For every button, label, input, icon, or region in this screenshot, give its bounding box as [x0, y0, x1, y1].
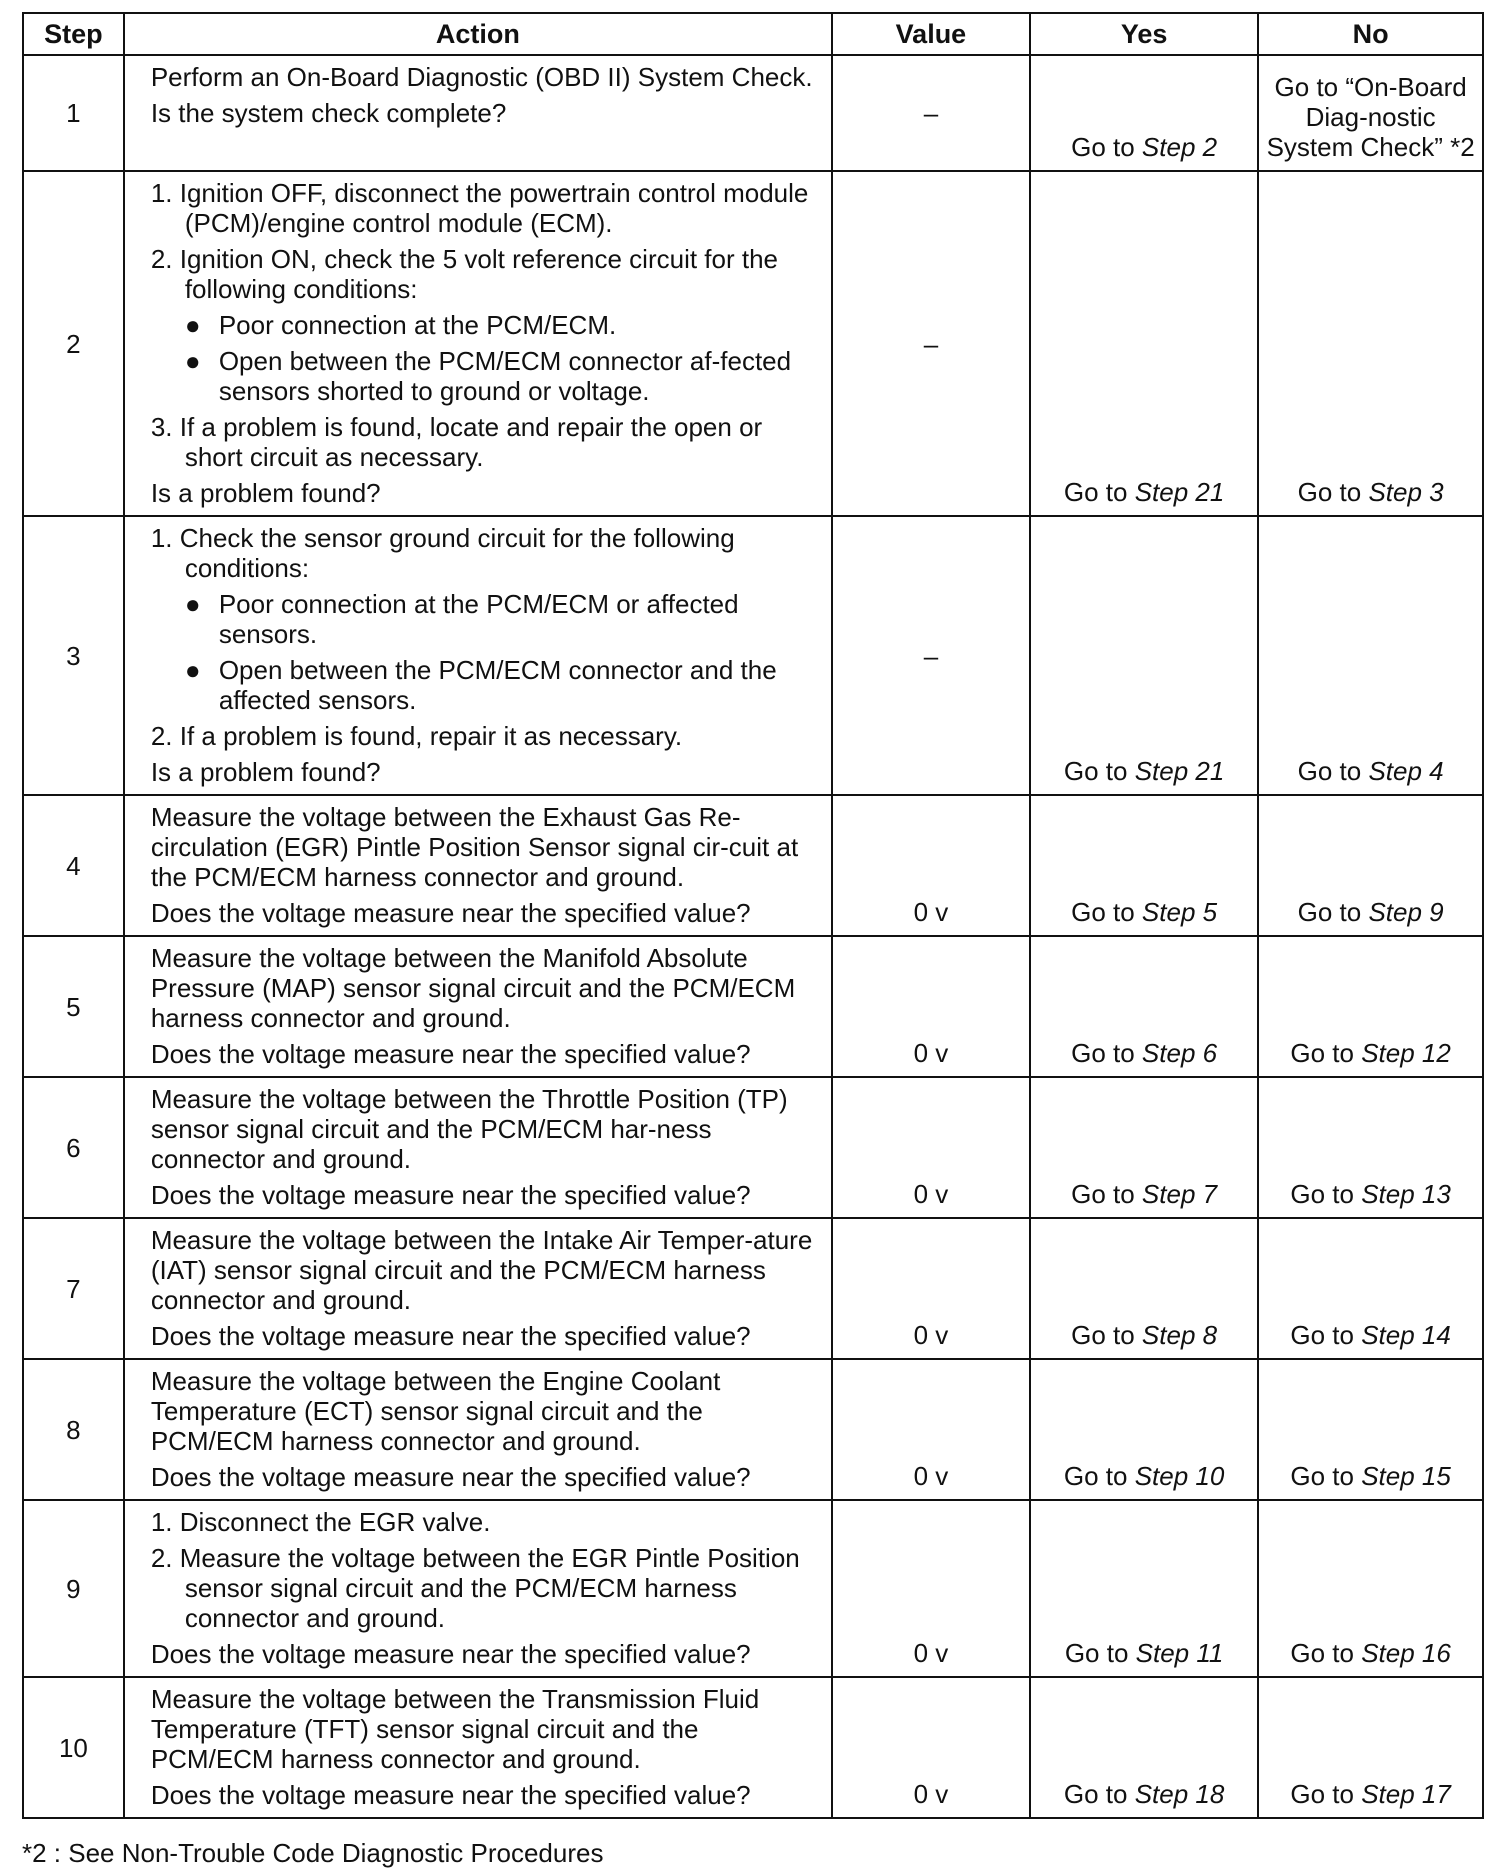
no-goto-step-link: Step 15 [1361, 1461, 1451, 1491]
yes-cell [1030, 1077, 1258, 1218]
no-cell [1258, 516, 1483, 795]
bullet-icon: ● [184, 589, 201, 619]
yes-goto-prefix: Go to [1071, 1320, 1135, 1350]
value-cell: 0 v [832, 1077, 1030, 1218]
action-text: Perform an On-Board Diagnostic (OBD II) System Check. [150, 62, 813, 92]
action-text: Does the voltage measure near the specified value? [150, 1180, 751, 1210]
numbered-step: 2. Measure the voltage between the EGR Pintle Position sensor signal circuit and the PCM/ECM harness connector and ground. [150, 1543, 800, 1633]
table-row [23, 795, 1483, 936]
bullet-text: Poor connection at the PCM/ECM or affected sensors. [218, 589, 739, 649]
bullet-item [151, 346, 813, 406]
numbered-step: 2. Ignition ON, check the 5 volt reference circuit for the following conditions: [150, 244, 778, 304]
no-goto-step-link: Step 14 [1361, 1320, 1451, 1350]
yes-cell [1030, 1218, 1258, 1359]
no-goto-step-link: Step 16 [1361, 1638, 1451, 1668]
no-goto-step-link: Step 13 [1361, 1179, 1451, 1209]
no-cell [1258, 936, 1483, 1077]
value-cell: 0 v [832, 795, 1030, 936]
yes-goto-prefix: Go to [1064, 1638, 1129, 1668]
numbered-step: 2. If a problem is found, repair it as necessary. [150, 721, 683, 751]
bullet-item [151, 310, 813, 340]
yes-cell [1030, 1500, 1258, 1677]
yes-goto-step-link: Step 2 [1141, 132, 1218, 162]
action-text: Does the voltage measure near the specified value? [150, 1780, 751, 1810]
table-row [23, 1677, 1483, 1818]
no-goto-step-link: Step 4 [1368, 756, 1444, 786]
action-cell [124, 1077, 832, 1218]
yes-cell [1030, 936, 1258, 1077]
no-cell [1258, 55, 1483, 171]
yes-goto-prefix: Go to [1071, 897, 1135, 927]
no-cell [1258, 1677, 1483, 1818]
no-cell [1258, 1359, 1483, 1500]
step-number: 10 [23, 1677, 124, 1818]
value-cell: – [832, 516, 1030, 795]
bullet-text: Open between the PCM/ECM connector af-fected sensors shorted to ground or voltage. [218, 346, 792, 406]
table-row [23, 1218, 1483, 1359]
action-cell [124, 936, 832, 1077]
table-row [23, 1359, 1483, 1500]
table-row [23, 516, 1483, 795]
yes-cell [1030, 1677, 1258, 1818]
action-cell [124, 795, 832, 936]
no-goto-step-link: Step 17 [1361, 1779, 1451, 1809]
value-cell: 0 v [832, 1500, 1030, 1677]
bullet-icon: ● [184, 655, 201, 685]
yes-goto-prefix: Go to [1071, 1038, 1135, 1068]
step-number: 6 [23, 1077, 124, 1218]
yes-goto-prefix: Go to [1063, 756, 1128, 786]
action-text: Measure the voltage between the Throttle Position (TP) sensor signal circuit and the PCM/ECM har-ness connector and ground. [150, 1084, 788, 1174]
yes-goto-prefix: Go to [1071, 132, 1135, 162]
bullet-item [151, 589, 813, 649]
table-header-row [23, 13, 1483, 55]
no-text: Go to “On-Board Diag-nostic System Check” *2 [1266, 72, 1475, 162]
no-goto-prefix: Go to [1290, 1038, 1354, 1068]
action-text: Does the voltage measure near the specified value? [150, 1639, 751, 1669]
table-row [23, 1500, 1483, 1677]
step-number: 3 [23, 516, 124, 795]
no-goto-prefix: Go to [1297, 756, 1362, 786]
column-header-step: Step [23, 13, 124, 55]
no-goto-prefix: Go to [1297, 897, 1362, 927]
action-text: Measure the voltage between the Transmission Fluid Temperature (TFT) sensor signal circuit and the PCM/ECM harness connector and ground. [150, 1684, 760, 1774]
column-header-value: Value [832, 13, 1030, 55]
action-cell [124, 171, 832, 516]
column-header-yes: Yes [1030, 13, 1258, 55]
bullet-item [151, 655, 813, 715]
action-text: Is a problem found? [150, 478, 381, 508]
table-row [23, 1077, 1483, 1218]
yes-goto-prefix: Go to [1063, 1779, 1128, 1809]
bullet-icon: ● [184, 346, 201, 376]
numbered-step: 3. If a problem is found, locate and repair the open or short circuit as necessary. [150, 412, 763, 472]
no-goto-prefix: Go to [1290, 1638, 1354, 1668]
step-number: 4 [23, 795, 124, 936]
no-goto-prefix: Go to [1290, 1179, 1354, 1209]
action-cell [124, 55, 832, 171]
yes-goto-step-link: Step 11 [1135, 1638, 1224, 1668]
no-cell [1258, 171, 1483, 516]
value-cell: 0 v [832, 936, 1030, 1077]
action-cell [124, 1359, 832, 1500]
action-cell [124, 516, 832, 795]
yes-goto-prefix: Go to [1063, 477, 1128, 507]
step-number: 1 [23, 55, 124, 171]
no-goto-step-link: Step 3 [1368, 477, 1444, 507]
step-number: 5 [23, 936, 124, 1077]
table-row [23, 171, 1483, 516]
action-text: Measure the voltage between the Intake Air Temper-ature (IAT) sensor signal circuit and the PCM/ECM harness connector and ground. [150, 1225, 813, 1315]
action-text: Does the voltage measure near the specified value? [150, 1039, 751, 1069]
column-header-action: Action [124, 13, 832, 55]
step-number: 8 [23, 1359, 124, 1500]
footnote: *2 : See Non-Trouble Code Diagnostic Procedures [22, 1838, 604, 1868]
diagnostic-table [22, 12, 1484, 1819]
table-row [23, 55, 1483, 171]
no-cell [1258, 1218, 1483, 1359]
action-text: Is the system check complete? [150, 98, 507, 128]
table-body [23, 55, 1483, 1818]
no-goto-step-link: Step 9 [1368, 897, 1444, 927]
no-cell [1258, 1077, 1483, 1218]
bullet-text: Open between the PCM/ECM connector and the affected sensors. [218, 655, 777, 715]
yes-goto-step-link: Step 18 [1134, 1779, 1225, 1809]
action-cell [124, 1500, 832, 1677]
yes-goto-step-link: Step 21 [1134, 477, 1225, 507]
step-number: 2 [23, 171, 124, 516]
numbered-step: 1. Ignition OFF, disconnect the powertrain control module (PCM)/engine control module (ECM). [150, 178, 809, 238]
no-cell [1258, 1500, 1483, 1677]
numbered-step: 1. Disconnect the EGR valve. [150, 1507, 491, 1537]
step-number: 7 [23, 1218, 124, 1359]
action-cell [124, 1218, 832, 1359]
numbered-step: 1. Check the sensor ground circuit for the following conditions: [150, 523, 735, 583]
action-text: Measure the voltage between the Exhaust Gas Re-circulation (EGR) Pintle Position Sensor signal cir-cuit at the PCM/ECM harness connector and ground. [150, 802, 799, 892]
value-cell: – [832, 55, 1030, 171]
yes-goto-step-link: Step 6 [1141, 1038, 1218, 1068]
diagnostic-document [22, 12, 1484, 1819]
action-text: Is a problem found? [150, 757, 381, 787]
yes-goto-step-link: Step 7 [1141, 1179, 1218, 1209]
action-text: Does the voltage measure near the specified value? [150, 1321, 751, 1351]
step-number: 9 [23, 1500, 124, 1677]
action-text: Measure the voltage between the Engine Coolant Temperature (ECT) sensor signal circuit and the PCM/ECM harness connector and ground. [150, 1366, 721, 1456]
action-text: Does the voltage measure near the specified value? [150, 1462, 751, 1492]
bullet-icon: ● [184, 310, 201, 340]
yes-goto-step-link: Step 5 [1141, 897, 1218, 927]
bullet-text: Poor connection at the PCM/ECM. [218, 310, 617, 340]
yes-goto-step-link: Step 10 [1134, 1461, 1225, 1491]
yes-cell [1030, 516, 1258, 795]
yes-goto-prefix: Go to [1063, 1461, 1128, 1491]
value-cell: 0 v [832, 1359, 1030, 1500]
no-goto-prefix: Go to [1290, 1320, 1354, 1350]
action-text: Measure the voltage between the Manifold Absolute Pressure (MAP) sensor signal circuit and the PCM/ECM harness connector and ground. [150, 943, 796, 1033]
yes-cell [1030, 55, 1258, 171]
value-cell: – [832, 171, 1030, 516]
value-cell: 0 v [832, 1218, 1030, 1359]
no-goto-step-link: Step 12 [1361, 1038, 1451, 1068]
no-goto-prefix: Go to [1297, 477, 1362, 507]
no-goto-prefix: Go to [1290, 1461, 1354, 1491]
value-cell: 0 v [832, 1677, 1030, 1818]
yes-cell [1030, 1359, 1258, 1500]
table-row [23, 936, 1483, 1077]
yes-cell [1030, 171, 1258, 516]
action-text: Does the voltage measure near the specified value? [150, 898, 751, 928]
yes-cell [1030, 795, 1258, 936]
yes-goto-step-link: Step 21 [1134, 756, 1225, 786]
action-cell [124, 1677, 832, 1818]
yes-goto-step-link: Step 8 [1141, 1320, 1218, 1350]
yes-goto-prefix: Go to [1071, 1179, 1135, 1209]
no-goto-prefix: Go to [1290, 1779, 1354, 1809]
no-cell [1258, 795, 1483, 936]
column-header-no: No [1258, 13, 1483, 55]
